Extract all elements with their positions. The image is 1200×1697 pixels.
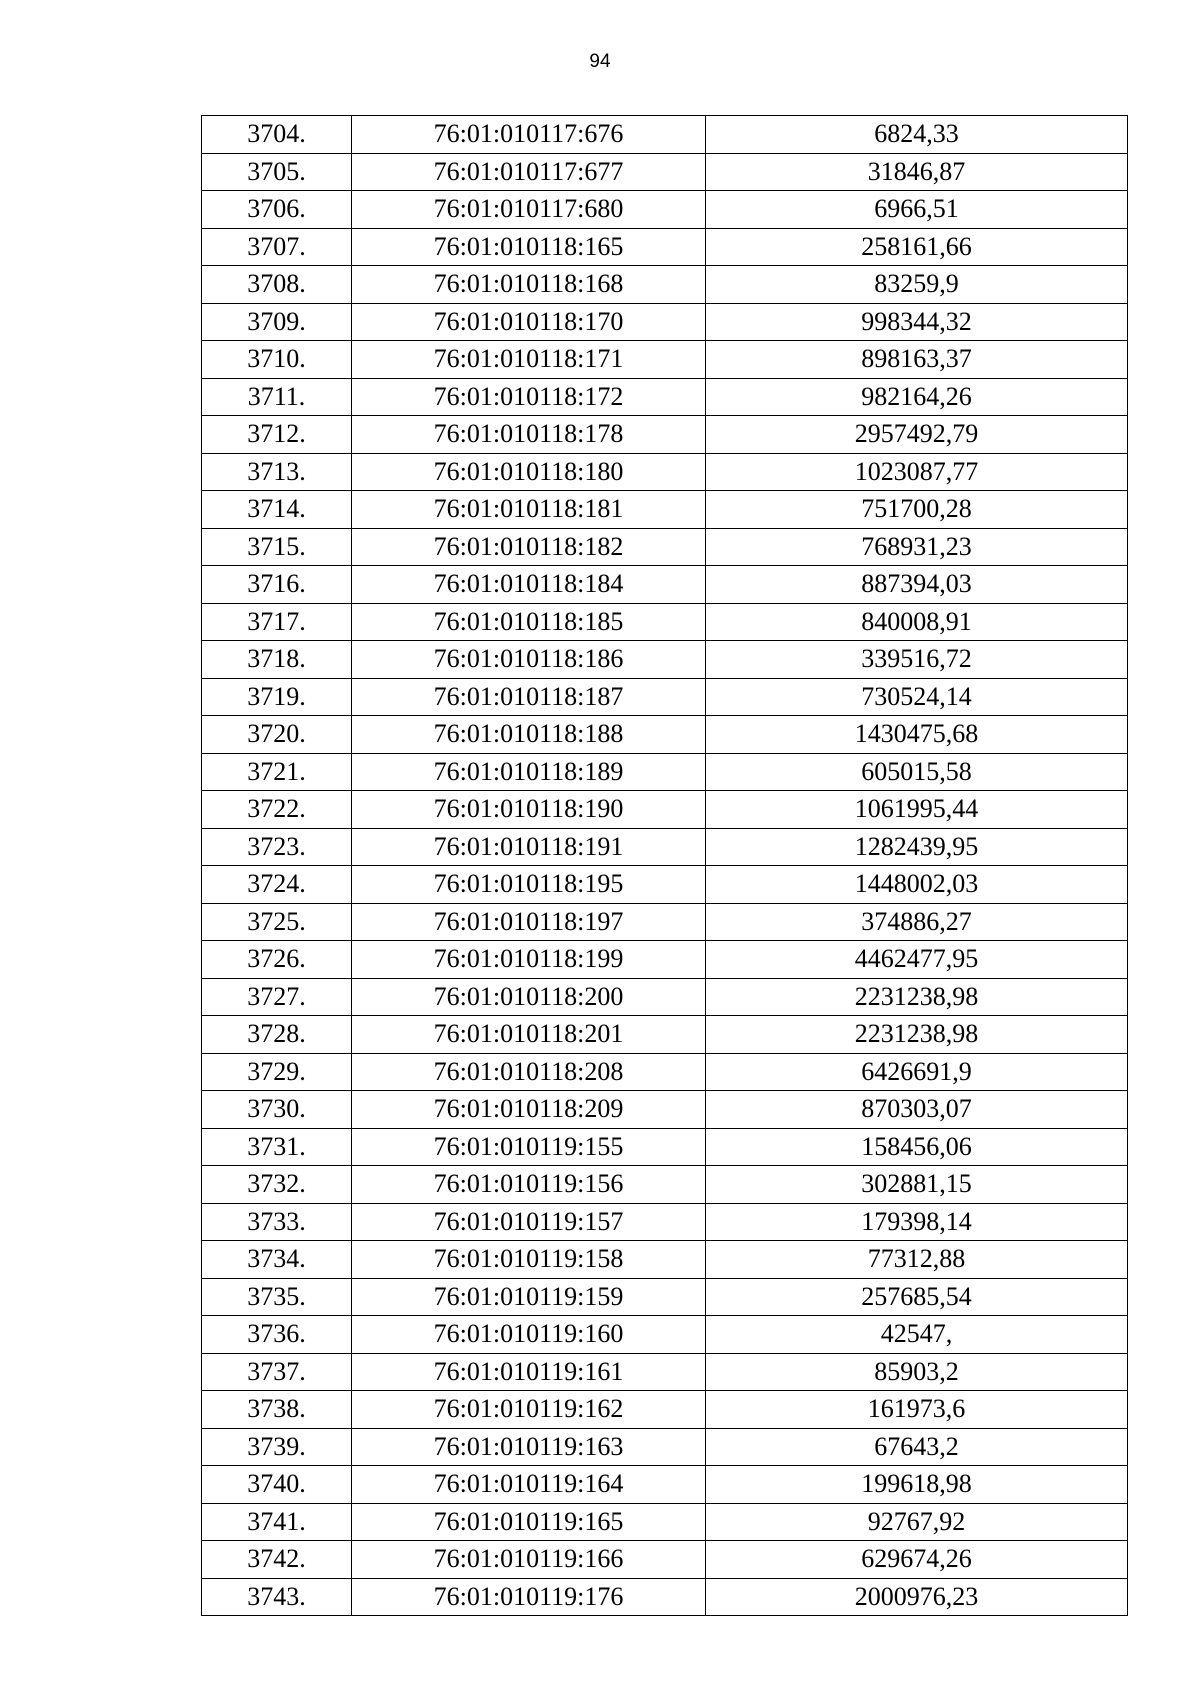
table-row xyxy=(202,1578,1128,1616)
table-row xyxy=(202,491,1128,529)
table-row xyxy=(202,716,1128,754)
value-cell: 339516,72 xyxy=(706,641,1128,679)
row-number-cell: 3710. xyxy=(202,341,352,379)
row-number-cell: 3740. xyxy=(202,1466,352,1504)
cadastral-number-cell: 76:01:010118:190 xyxy=(352,791,706,829)
row-number-cell: 3728. xyxy=(202,1016,352,1054)
table-row xyxy=(202,1428,1128,1466)
value-cell: 1061995,44 xyxy=(706,791,1128,829)
cadastral-number-cell: 76:01:010118:195 xyxy=(352,866,706,904)
row-number-cell: 3711. xyxy=(202,378,352,416)
row-number-cell: 3714. xyxy=(202,491,352,529)
table-row xyxy=(202,1503,1128,1541)
row-number-cell: 3732. xyxy=(202,1166,352,1204)
cadastral-number-cell: 76:01:010118:209 xyxy=(352,1091,706,1129)
value-cell: 179398,14 xyxy=(706,1203,1128,1241)
cadastral-number-cell: 76:01:010118:171 xyxy=(352,341,706,379)
cadastral-number-cell: 76:01:010118:200 xyxy=(352,978,706,1016)
cadastral-number-cell: 76:01:010118:208 xyxy=(352,1053,706,1091)
table-body xyxy=(202,116,1128,1616)
table-row xyxy=(202,1128,1128,1166)
table-row xyxy=(202,566,1128,604)
row-number-cell: 3738. xyxy=(202,1391,352,1429)
table-row xyxy=(202,1316,1128,1354)
cadastral-number-cell: 76:01:010118:180 xyxy=(352,453,706,491)
table-row xyxy=(202,1541,1128,1579)
row-number-cell: 3721. xyxy=(202,753,352,791)
table-row xyxy=(202,1278,1128,1316)
value-cell: 199618,98 xyxy=(706,1466,1128,1504)
cadastral-number-cell: 76:01:010118:168 xyxy=(352,266,706,304)
value-cell: 258161,66 xyxy=(706,228,1128,266)
row-number-cell: 3723. xyxy=(202,828,352,866)
cadastral-number-cell: 76:01:010118:165 xyxy=(352,228,706,266)
row-number-cell: 3718. xyxy=(202,641,352,679)
table-row xyxy=(202,678,1128,716)
value-cell: 4462477,95 xyxy=(706,941,1128,979)
cadastral-number-cell: 76:01:010119:163 xyxy=(352,1428,706,1466)
cadastral-number-cell: 76:01:010117:676 xyxy=(352,116,706,154)
page-number: 94 xyxy=(589,51,611,72)
value-cell: 2231238,98 xyxy=(706,978,1128,1016)
row-number-cell: 3708. xyxy=(202,266,352,304)
cadastral-number-cell: 76:01:010118:182 xyxy=(352,528,706,566)
value-cell: 998344,32 xyxy=(706,303,1128,341)
cadastral-number-cell: 76:01:010118:197 xyxy=(352,903,706,941)
row-number-cell: 3712. xyxy=(202,416,352,454)
table-row xyxy=(202,341,1128,379)
row-number-cell: 3704. xyxy=(202,116,352,154)
row-number-cell: 3736. xyxy=(202,1316,352,1354)
table-row xyxy=(202,603,1128,641)
row-number-cell: 3725. xyxy=(202,903,352,941)
value-cell: 730524,14 xyxy=(706,678,1128,716)
value-cell: 768931,23 xyxy=(706,528,1128,566)
cadastral-number-cell: 76:01:010118:186 xyxy=(352,641,706,679)
row-number-cell: 3742. xyxy=(202,1541,352,1579)
row-number-cell: 3726. xyxy=(202,941,352,979)
cadastral-number-cell: 76:01:010118:172 xyxy=(352,378,706,416)
row-number-cell: 3724. xyxy=(202,866,352,904)
cadastral-number-cell: 76:01:010119:162 xyxy=(352,1391,706,1429)
row-number-cell: 3727. xyxy=(202,978,352,1016)
cadastral-number-cell: 76:01:010118:191 xyxy=(352,828,706,866)
table-row xyxy=(202,1391,1128,1429)
cadastral-number-cell: 76:01:010118:181 xyxy=(352,491,706,529)
value-cell: 67643,2 xyxy=(706,1428,1128,1466)
table-row xyxy=(202,416,1128,454)
table-row xyxy=(202,303,1128,341)
table-row xyxy=(202,1016,1128,1054)
table-row xyxy=(202,453,1128,491)
table-row xyxy=(202,1053,1128,1091)
cadastral-number-cell: 76:01:010119:176 xyxy=(352,1578,706,1616)
cadastral-value-table xyxy=(201,115,1128,1616)
row-number-cell: 3713. xyxy=(202,453,352,491)
value-cell: 42547, xyxy=(706,1316,1128,1354)
value-cell: 302881,15 xyxy=(706,1166,1128,1204)
value-cell: 83259,9 xyxy=(706,266,1128,304)
table-row xyxy=(202,1091,1128,1129)
row-number-cell: 3706. xyxy=(202,191,352,229)
table-row xyxy=(202,228,1128,266)
table-row xyxy=(202,116,1128,154)
row-number-cell: 3743. xyxy=(202,1578,352,1616)
row-number-cell: 3731. xyxy=(202,1128,352,1166)
row-number-cell: 3741. xyxy=(202,1503,352,1541)
table-row xyxy=(202,978,1128,1016)
table-row xyxy=(202,941,1128,979)
cadastral-number-cell: 76:01:010118:199 xyxy=(352,941,706,979)
value-cell: 840008,91 xyxy=(706,603,1128,641)
value-cell: 751700,28 xyxy=(706,491,1128,529)
value-cell: 158456,06 xyxy=(706,1128,1128,1166)
table-row xyxy=(202,1203,1128,1241)
value-cell: 257685,54 xyxy=(706,1278,1128,1316)
cadastral-number-cell: 76:01:010118:187 xyxy=(352,678,706,716)
value-cell: 6426691,9 xyxy=(706,1053,1128,1091)
table-row xyxy=(202,191,1128,229)
table-row xyxy=(202,828,1128,866)
cadastral-number-cell: 76:01:010118:178 xyxy=(352,416,706,454)
value-cell: 85903,2 xyxy=(706,1353,1128,1391)
row-number-cell: 3737. xyxy=(202,1353,352,1391)
row-number-cell: 3729. xyxy=(202,1053,352,1091)
value-cell: 887394,03 xyxy=(706,566,1128,604)
row-number-cell: 3730. xyxy=(202,1091,352,1129)
table-row xyxy=(202,753,1128,791)
table-row xyxy=(202,153,1128,191)
row-number-cell: 3705. xyxy=(202,153,352,191)
value-cell: 2231238,98 xyxy=(706,1016,1128,1054)
value-cell: 77312,88 xyxy=(706,1241,1128,1279)
cadastral-number-cell: 76:01:010119:157 xyxy=(352,1203,706,1241)
value-cell: 1282439,95 xyxy=(706,828,1128,866)
cadastral-number-cell: 76:01:010119:155 xyxy=(352,1128,706,1166)
value-cell: 605015,58 xyxy=(706,753,1128,791)
table-row xyxy=(202,266,1128,304)
value-cell: 2957492,79 xyxy=(706,416,1128,454)
cadastral-number-cell: 76:01:010118:188 xyxy=(352,716,706,754)
cadastral-number-cell: 76:01:010119:160 xyxy=(352,1316,706,1354)
value-cell: 629674,26 xyxy=(706,1541,1128,1579)
cadastral-number-cell: 76:01:010119:161 xyxy=(352,1353,706,1391)
value-cell: 6824,33 xyxy=(706,116,1128,154)
value-cell: 2000976,23 xyxy=(706,1578,1128,1616)
row-number-cell: 3734. xyxy=(202,1241,352,1279)
row-number-cell: 3709. xyxy=(202,303,352,341)
cadastral-number-cell: 76:01:010118:189 xyxy=(352,753,706,791)
cadastral-number-cell: 76:01:010119:159 xyxy=(352,1278,706,1316)
cadastral-number-cell: 76:01:010118:201 xyxy=(352,1016,706,1054)
cadastral-number-cell: 76:01:010119:165 xyxy=(352,1503,706,1541)
table-row xyxy=(202,866,1128,904)
value-cell: 31846,87 xyxy=(706,153,1128,191)
row-number-cell: 3719. xyxy=(202,678,352,716)
value-cell: 6966,51 xyxy=(706,191,1128,229)
cadastral-number-cell: 76:01:010117:677 xyxy=(352,153,706,191)
cadastral-number-cell: 76:01:010117:680 xyxy=(352,191,706,229)
cadastral-number-cell: 76:01:010119:158 xyxy=(352,1241,706,1279)
table-row xyxy=(202,378,1128,416)
table-row xyxy=(202,1241,1128,1279)
value-cell: 1448002,03 xyxy=(706,866,1128,904)
table-row xyxy=(202,903,1128,941)
row-number-cell: 3739. xyxy=(202,1428,352,1466)
row-number-cell: 3716. xyxy=(202,566,352,604)
row-number-cell: 3722. xyxy=(202,791,352,829)
row-number-cell: 3733. xyxy=(202,1203,352,1241)
cadastral-number-cell: 76:01:010118:184 xyxy=(352,566,706,604)
row-number-cell: 3717. xyxy=(202,603,352,641)
row-number-cell: 3735. xyxy=(202,1278,352,1316)
cadastral-number-cell: 76:01:010118:185 xyxy=(352,603,706,641)
table-row xyxy=(202,528,1128,566)
value-cell: 92767,92 xyxy=(706,1503,1128,1541)
value-cell: 982164,26 xyxy=(706,378,1128,416)
table-row xyxy=(202,641,1128,679)
value-cell: 898163,37 xyxy=(706,341,1128,379)
row-number-cell: 3715. xyxy=(202,528,352,566)
value-cell: 374886,27 xyxy=(706,903,1128,941)
cadastral-number-cell: 76:01:010119:156 xyxy=(352,1166,706,1204)
cadastral-number-cell: 76:01:010119:164 xyxy=(352,1466,706,1504)
value-cell: 1023087,77 xyxy=(706,453,1128,491)
table-row xyxy=(202,1466,1128,1504)
value-cell: 870303,07 xyxy=(706,1091,1128,1129)
value-cell: 1430475,68 xyxy=(706,716,1128,754)
cadastral-number-cell: 76:01:010119:166 xyxy=(352,1541,706,1579)
table-row xyxy=(202,1166,1128,1204)
value-cell: 161973,6 xyxy=(706,1391,1128,1429)
table-row xyxy=(202,791,1128,829)
row-number-cell: 3707. xyxy=(202,228,352,266)
table-row xyxy=(202,1353,1128,1391)
row-number-cell: 3720. xyxy=(202,716,352,754)
cadastral-number-cell: 76:01:010118:170 xyxy=(352,303,706,341)
